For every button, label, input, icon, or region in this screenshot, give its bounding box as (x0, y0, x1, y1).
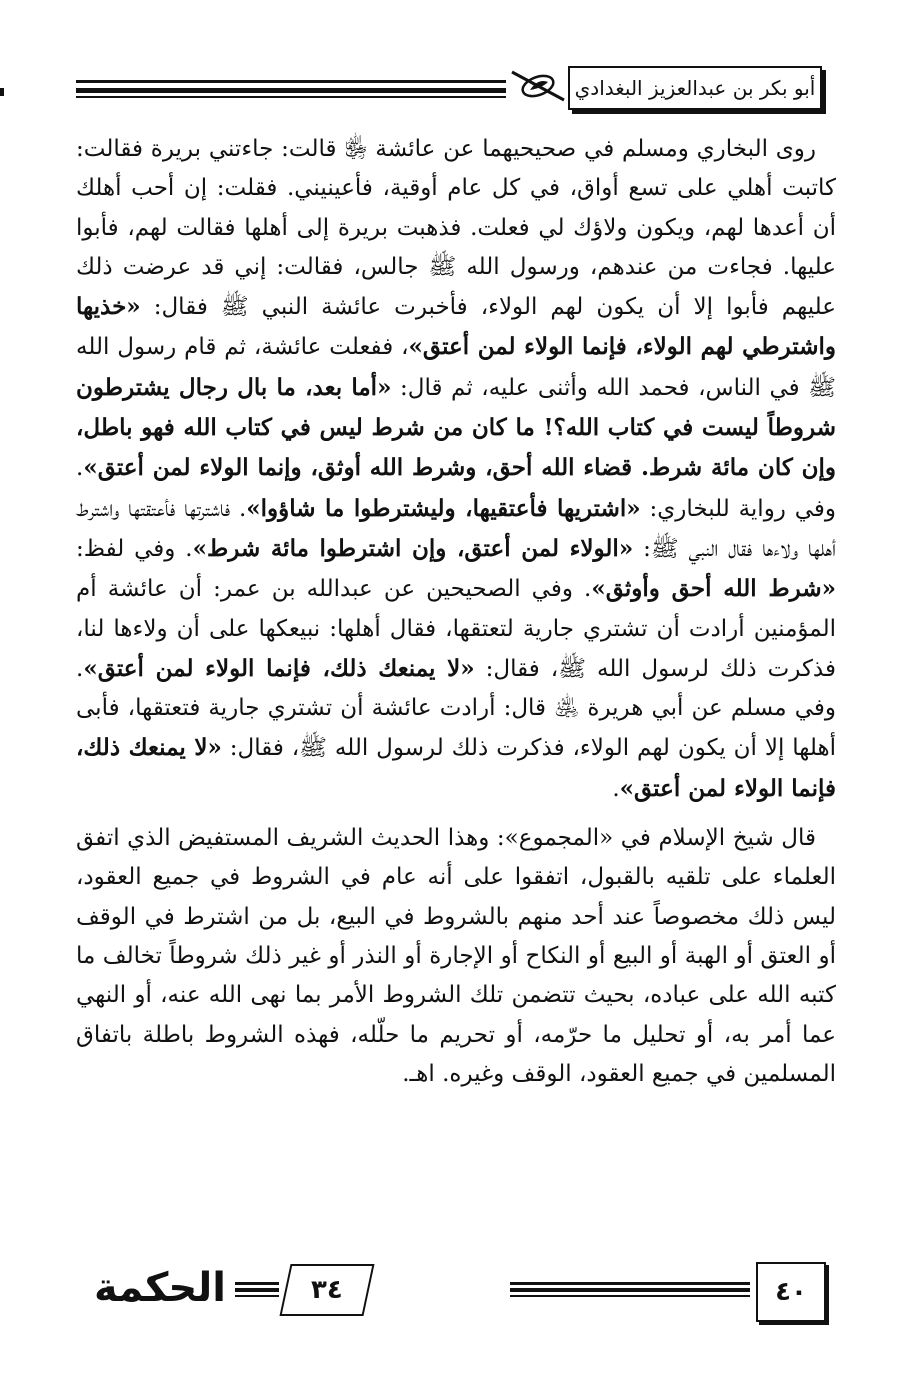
page-footer (85, 1258, 830, 1328)
text-run: . (612, 775, 620, 802)
header-rule (76, 78, 506, 98)
footer-rule-left (235, 1282, 279, 1298)
text-run: . وفي الصحيحين عن عبدالله بن عمر: أن عائشة أم المؤمنين أرادت أن تشتري جارية لتعتقها، فقال أهلها: نبيعكها على أن ولاءها لنا، فذكرت ذلك لرسول الله ﷺ، فقال: (76, 576, 836, 682)
text-run: . فاشترتها فأعتقتها واشترط أهلها ولاءها فقال النبي ﷺ: (76, 495, 836, 562)
page-edge-mark (0, 88, 4, 96)
running-title: أبو بكر بن عبدالعزيز البغدادي (568, 66, 822, 110)
hadith-quote: «لا يمنعك ذلك، فإنما الولاء لمن أعتق» (76, 734, 836, 802)
text-run: قال شيخ الإسلام في «المجموع»: وهذا الحديث الشريف المستفيض الذي اتفق العلماء على تلقيه بالقبول، اتفقوا على أنه عام في الشروط في جميع العقود، ليس ذلك مخصوصاً عند أحد منهم بالشروط في البيع، بل من اشترط في الوقف أو العتق أو الهبة أو البيع أو النكاح أو الإجارة أو النذر أو غير ذلك شروطاً تخالف ما كتبه الله على عباده، بحيث تتضمن تلك الشروط الأمر بما نهى الله عنه، أو النهي عما أمر به، أو تحليل ما حرّمه، أو تحريم ما حلّله، فهذه الشروط باطلة باتفاق المسلمين في جميع العقود، الوقف وغيره. اهـ. (76, 825, 836, 1087)
issue-number-box (279, 1264, 374, 1316)
text-run: . وفي لفظ: (76, 535, 193, 562)
page-header (70, 62, 830, 114)
hadith-quote: «أما بعد، ما بال رجال يشترطون شروطاً ليست في كتاب الله؟! ما كان من شرط ليس في كتاب الله فهو باطل، وإن كان مائة شرط. قضاء الله أحق، وشرط الله أوثق، وإنما الولاء لمن أعتق» (76, 373, 836, 482)
hadith-quote: «لا يمنعك ذلك، فإنما الولاء لمن أعتق» (83, 654, 475, 682)
hadith-quote: «اشتريها فأعتقيها، وليشترطوا ما شاؤوا» (246, 494, 641, 522)
text-run: . وفي مسلم عن أبي هريرة ﵁ قال: أرادت عائشة أن تشتري جارية فتعتقها، فأبى أهلها إلا أن يكون لهم الولاء، فذكرت ذلك لرسول الله ﷺ، فقال: (76, 655, 836, 762)
page-number: ٤٠ (756, 1262, 826, 1322)
magazine-logo: الحكمة (94, 1265, 226, 1311)
hadith-quote: «خذيها واشترطي لهم الولاء، فإنما الولاء لمن أعتق» (76, 293, 836, 361)
paragraph-commentary (76, 819, 836, 1094)
pen-ornament-icon (508, 68, 570, 104)
hadith-quote: «الولاء لمن أعتق، وإن اشترطوا مائة شرط» (192, 534, 634, 562)
text-run: روى البخاري ومسلم في صحيحيهما عن عائشة ﵂ قالت: جاءتني بريرة فقالت: كاتبت أهلي على تسع أواق، في كل عام أوقية، فأعينيني. فقلت: إن أحب أهلك أن أعدها لهم، ويكون ولاؤك لي فعلت. فذهبت بريرة إلى أهلها فقالت لهم، فأبوا عليها. فجاءت من عندهم، ورسول الله ﷺ جالس، فقالت: إني قد عرضت ذلك عليهم فأبوا إلا أن يكون لهم الولاء، فأخبرت عائشة النبي ﷺ فقال: (76, 136, 836, 321)
article-body (76, 130, 836, 1094)
hadith-quote: «شرط الله أحق وأوثق» (591, 575, 836, 603)
text-run: ، ففعلت عائشة، ثم قام رسول الله ﷺ في الناس، فحمد الله وأثنى عليه، ثم قال: (76, 334, 836, 401)
footer-rule-right (510, 1282, 750, 1298)
paragraph-hadith (76, 130, 836, 809)
issue-number: ٣٤ (311, 1275, 343, 1305)
text-run: . وفي رواية للبخاري: (76, 455, 836, 522)
